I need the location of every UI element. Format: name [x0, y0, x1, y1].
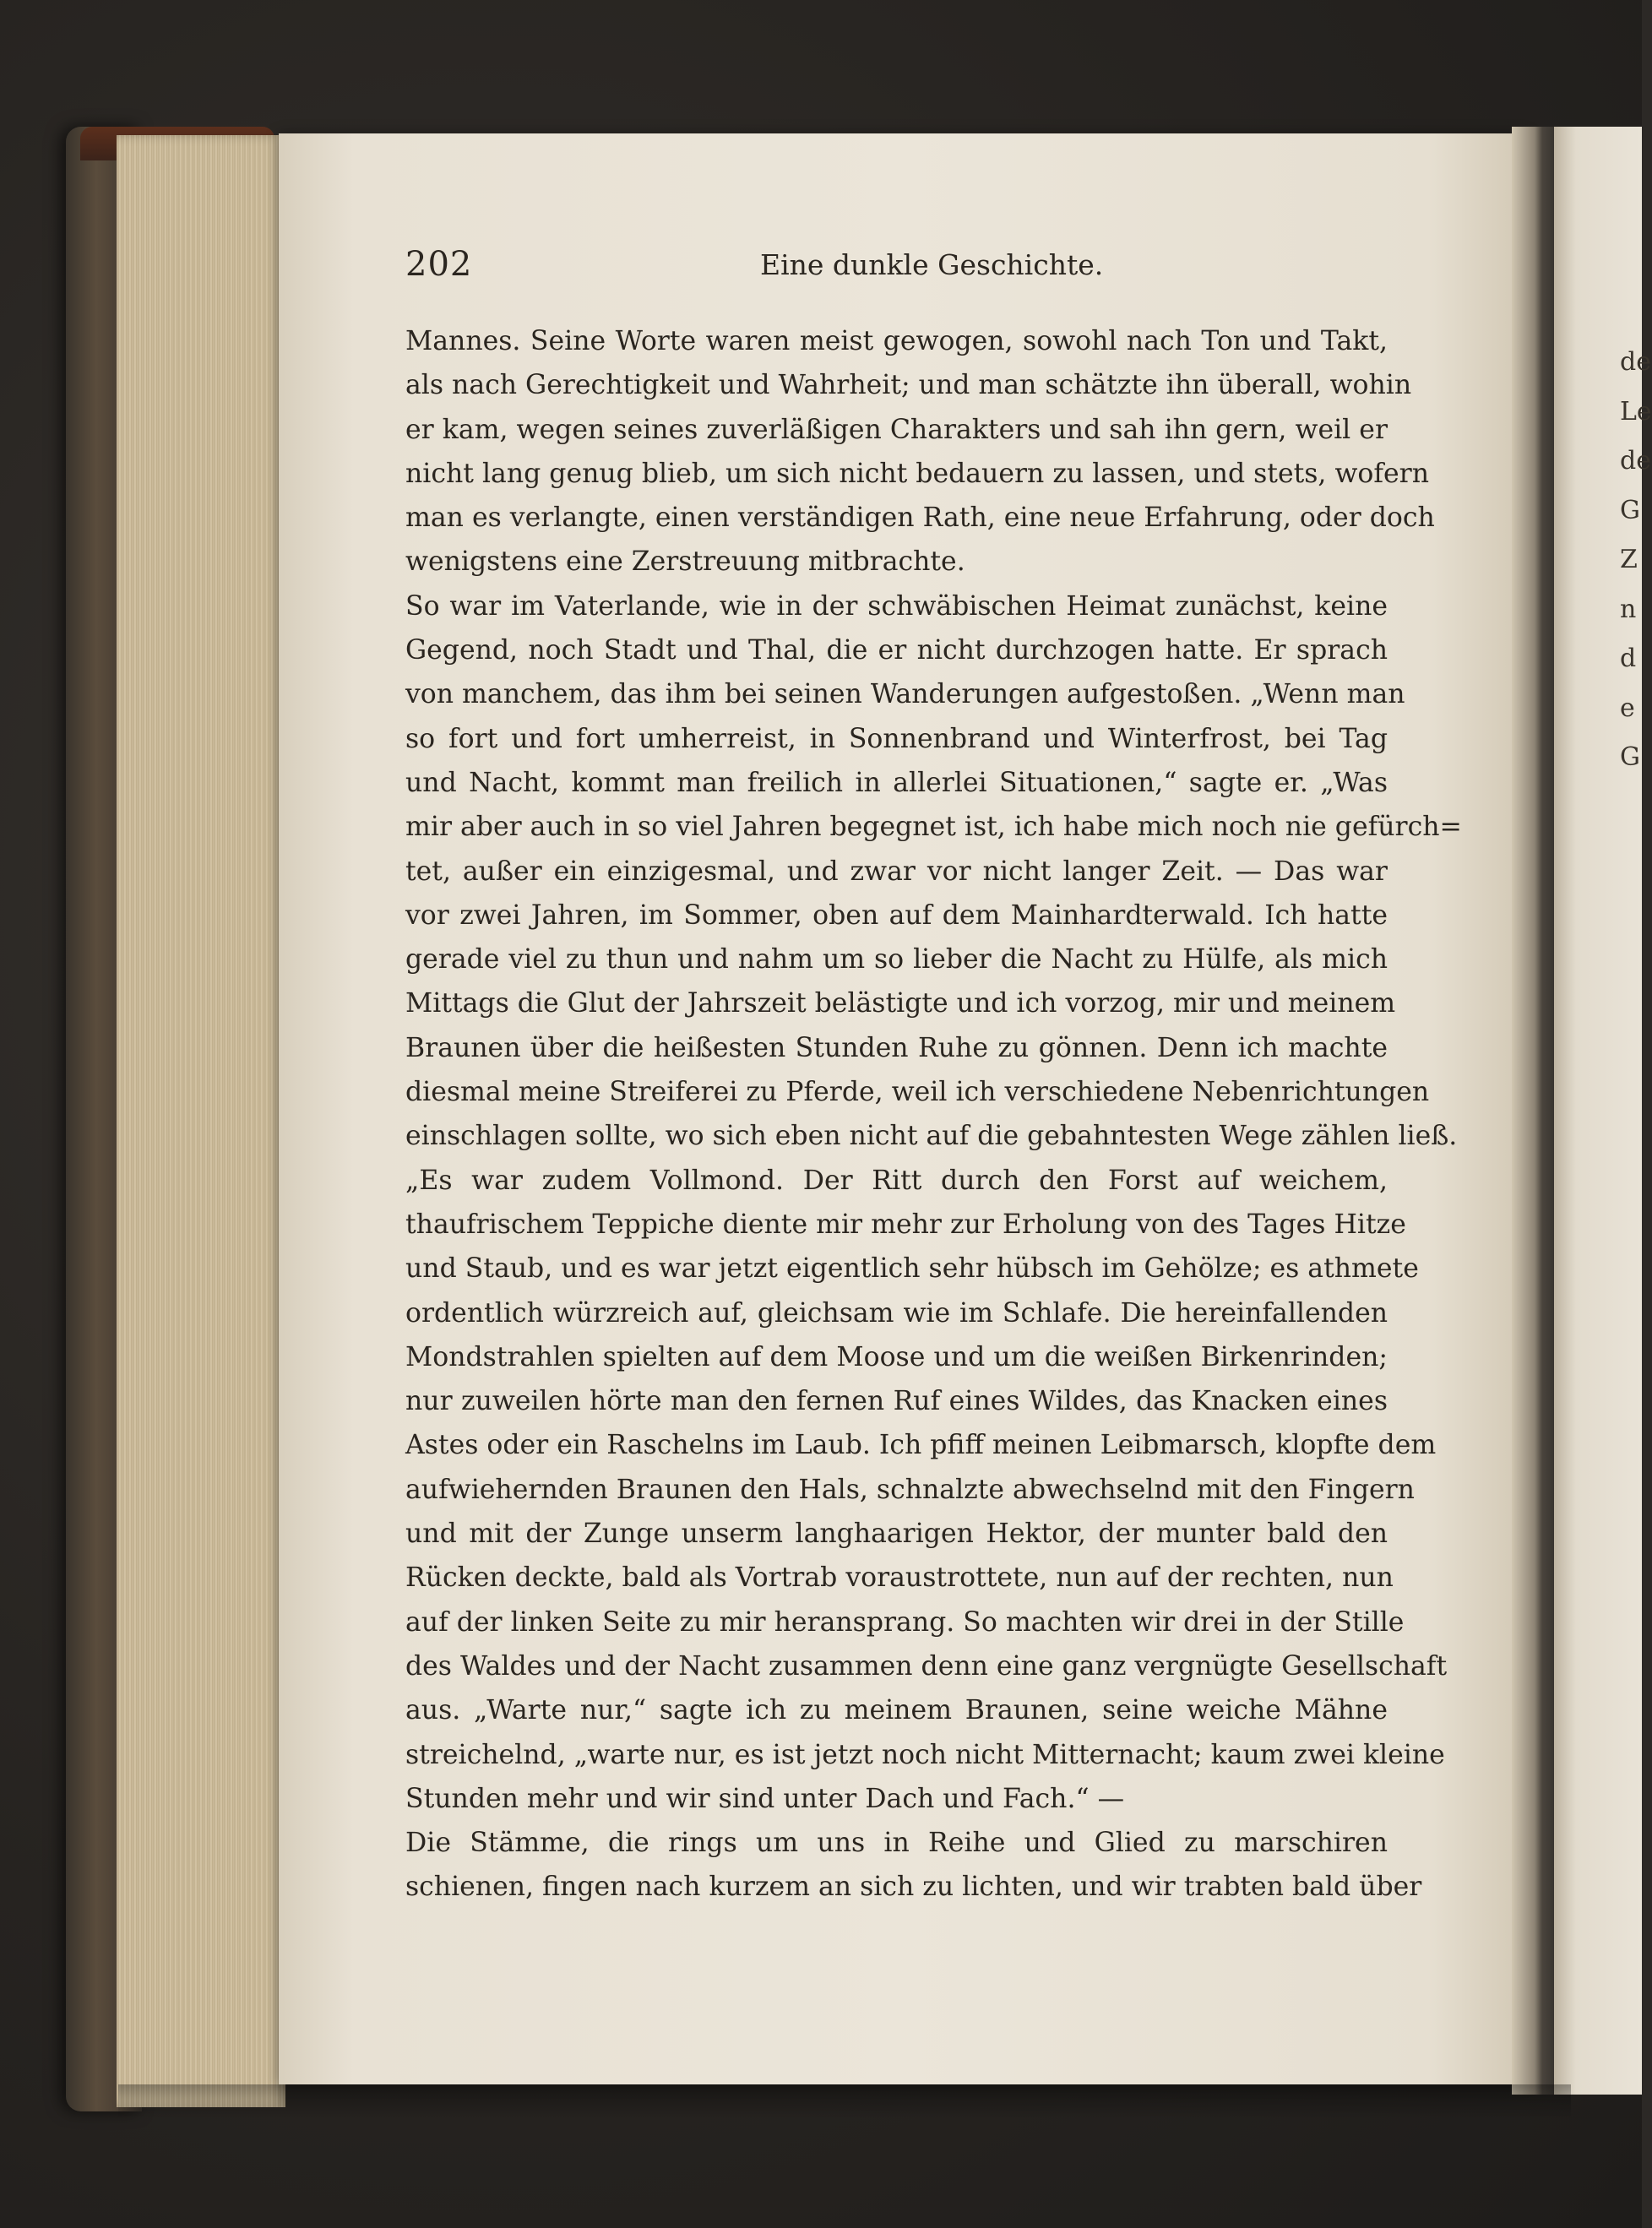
text-line: des Waldes und der Nacht zusammen denn eine ganz vergnügte Gesellschaft [405, 1650, 1448, 1682]
text-line: Mittags die Glut der Jahrszeit belästigte und ich vorzog, mir und meinem [405, 988, 1396, 1019]
text-line: und mit der Zunge unserm langhaarigen Hektor, der munter bald den [405, 1519, 1388, 1550]
text-line: einschlagen sollte, wo sich eben nicht auf die gebahntesten Wege zählen ließ. [405, 1121, 1458, 1152]
text-line: auf der linken Seite zu mir heransprang. So machten wir drei in der Stille [405, 1606, 1405, 1638]
facing-page-fragment: Z [1620, 545, 1638, 574]
text-line: man es verlangte, einen verständigen Rath, eine neue Erfahrung, oder doch [405, 503, 1435, 534]
text-line: Mannes. Seine Worte waren meist gewogen, sowohl nach Ton und Takt, [405, 326, 1388, 356]
text-line: Gegend, noch Stadt und Thal, die er nicht durchzogen hatte. Er sprach [405, 635, 1388, 666]
paragraph [405, 319, 1435, 584]
facing-page-fragment: d [1620, 644, 1637, 673]
text-line: nur zuweilen hörte man den fernen Ruf eines Wildes, das Knacken eines [405, 1386, 1388, 1417]
facing-page-fragment: G [1620, 742, 1640, 772]
facing-page-fragment: n [1620, 594, 1637, 624]
text-line: und Nacht, kommt man freilich in allerlei Situationen,“ sagte er. „Was [405, 767, 1388, 798]
text-line: „Es war zudem Vollmond. Der Ritt durch den Forst auf weichem, [405, 1165, 1388, 1196]
text-line: mir aber auch in so viel Jahren begegnet ist, ich habe mich noch nie gefürch= [405, 812, 1462, 843]
text-line: Rücken deckte, bald als Vortrab voraustrottete, nun auf der rechten, nun [405, 1562, 1394, 1594]
text-line: gerade viel zu thun und nahm um so lieber die Nacht zu Hülfe, als mich [405, 944, 1388, 975]
facing-page-fragment: de [1620, 347, 1651, 377]
text-line: so fort und fort umherreist, in Sonnenbrand und Winterfrost, bei Tag [405, 723, 1388, 754]
text-line: schienen, fingen nach kurzem an sich zu lichten, und wir trabten bald über [405, 1872, 1422, 1903]
page-edges [117, 135, 285, 2107]
text-line: als nach Gerechtigkeit und Wahrheit; und man schätzte ihn überall, wohin [405, 370, 1412, 401]
facing-page-fragment: de [1620, 446, 1651, 475]
text-line: aufwiehernden Braunen den Hals, schnalzte abwechselnd mit den Fingern [405, 1474, 1415, 1505]
text-line: thaufrischem Teppiche diente mir mehr zur Erholung von des Tages Hitze [405, 1209, 1406, 1240]
text-line: Braunen über die heißesten Stunden Ruhe zu gönnen. Denn ich machte [405, 1032, 1388, 1063]
paragraph [405, 1159, 1448, 1821]
text-line: Astes oder ein Raschelns im Laub. Ich pfiff meinen Leibmarsch, klopfte dem [405, 1430, 1437, 1461]
paragraph [405, 1821, 1422, 1910]
text-line: Die Stämme, die rings um uns in Reihe und Glied zu marschiren [405, 1828, 1388, 1859]
text-line: vor zwei Jahren, im Sommer, oben auf dem Mainhardterwald. Ich hatte [405, 899, 1388, 931]
facing-page-text-fragments [1620, 338, 1652, 783]
text-line: wenigstens eine Zerstreuung mitbrachte. [405, 546, 965, 578]
text-line: tet, außer ein einzigesmal, und zwar vor nicht langer Zeit. — Das war [405, 856, 1388, 887]
text-line: von manchem, das ihm bei seinen Wanderungen aufgestoßen. „Wenn man [405, 679, 1405, 710]
text-line: Mondstrahlen spielten auf dem Moose und um die weißen Birkenrinden; [405, 1341, 1388, 1372]
facing-page-fragment: Le [1620, 396, 1652, 427]
text-line: nicht lang genug blieb, um sich nicht bedauern zu lassen, und stets, wofern [405, 458, 1430, 489]
page-number: 202 [405, 245, 473, 284]
text-line: er kam, wegen seines zuverläßigen Charakters und sah ihn gern, weil er [405, 414, 1388, 445]
facing-page-fragment: G [1620, 495, 1640, 525]
text-line: und Staub, und es war jetzt eigentlich sehr hübsch im Gehölze; es athmete [405, 1253, 1419, 1285]
bottom-shadow [118, 2084, 1571, 2118]
page-body [405, 319, 1462, 1910]
facing-page-fragment: e [1620, 693, 1635, 723]
page-header [405, 245, 1385, 296]
text-line: aus. „Warte nur,“ sagte ich zu meinem Braunen, seine weiche Mähne [405, 1695, 1388, 1726]
text-line: Stunden mehr und wir sind unter Dach und Fach.“ — [405, 1783, 1125, 1814]
paragraph [405, 584, 1462, 1159]
text-line: So war im Vaterlande, wie in der schwäbischen Heimat zunächst, keine [405, 590, 1388, 622]
text-line: ordentlich würzreich auf, gleichsam wie im Schlafe. Die hereinfallenden [405, 1297, 1388, 1329]
text-line: streichelnd, „warte nur, es ist jetzt noch nicht Mitternacht; kaum zwei kleine [405, 1739, 1445, 1770]
text-line: diesmal meine Streiferei zu Pferde, weil ich verschiedene Nebenrichtungen [405, 1077, 1430, 1108]
running-head: Eine dunkle Geschichte. [760, 248, 1104, 281]
